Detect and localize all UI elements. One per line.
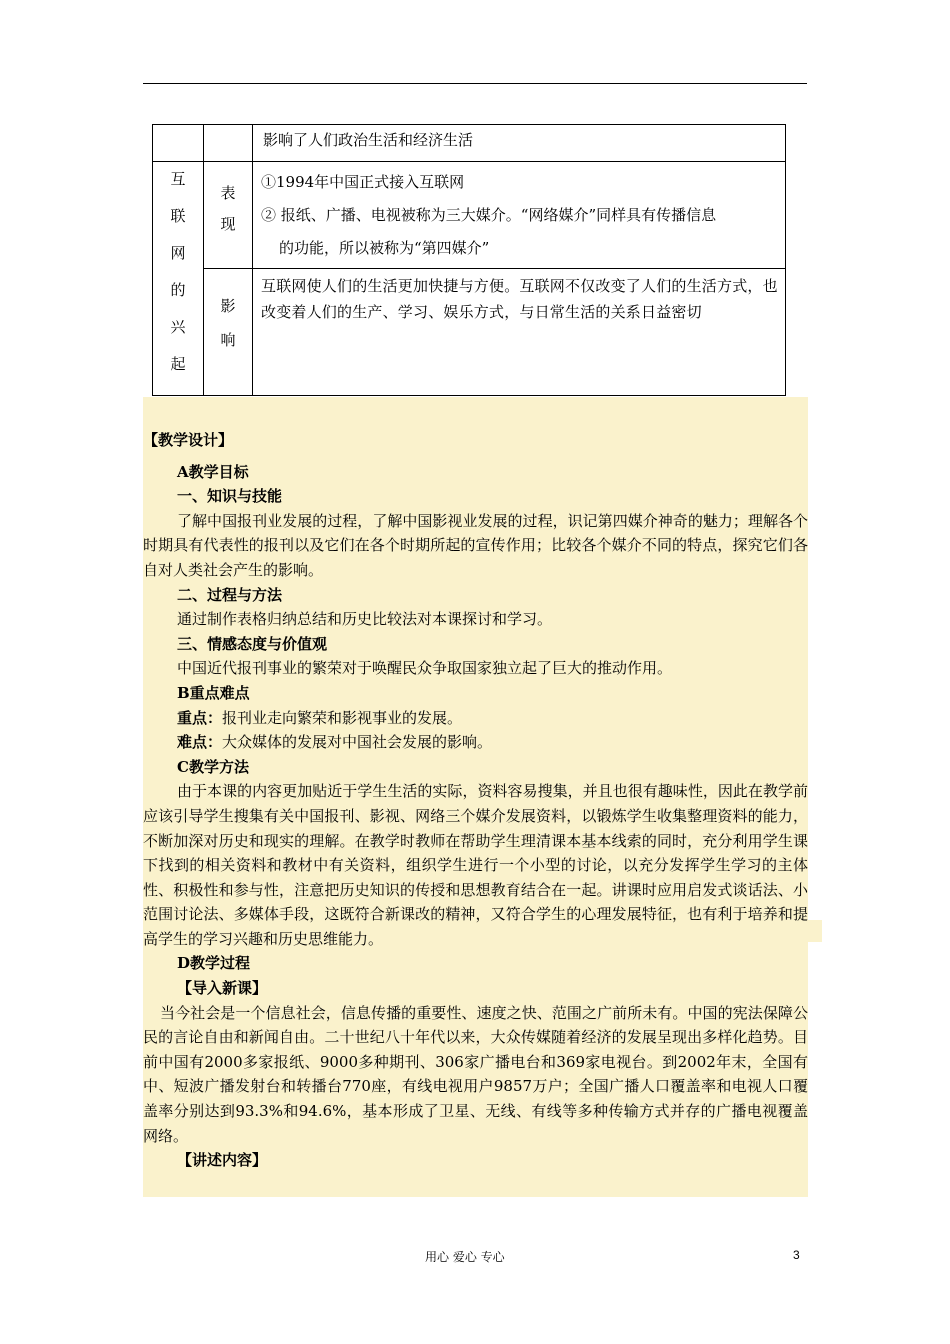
main-heading — [153, 162, 203, 387]
perf-line: ② 报纸、广播、电视被称为三大媒介。“网络媒介”同样具有传播信息 — [261, 206, 717, 224]
impact-label-cell — [204, 269, 253, 396]
intro-title: 【导入新课】 — [177, 979, 268, 998]
lecture-title: 【讲述内容】 — [177, 1151, 268, 1170]
perf-label — [204, 162, 252, 240]
section-heading: 【教学设计】 — [143, 431, 234, 449]
perf-label-cell — [204, 162, 253, 269]
s3-text: 中国近代报刊事业的繁荣对于唤醒民众争取国家独立起了巨大的推动作用。 — [177, 659, 673, 678]
s3-title: 三、情感态度与价值观 — [177, 634, 328, 653]
s1-text: 了解中国报刊业发展的过程，了解中国影视业发展的过程，识记第四媒介神奇的魅力；理解各个时期具有代表性的报刊以及它们在各个时期所起的宣传作用；比较各个媒介不同的特点，探究它们各自对人类社会产生的影响。 — [143, 511, 808, 579]
s2-text: 通过制作表格归纳总结和历史比较法对本课探讨和学习。 — [177, 610, 553, 629]
impact-label — [204, 269, 252, 357]
perf-line: 的功能，所以被称为“第四媒介” — [279, 239, 490, 257]
heading-char: 网 — [170, 244, 186, 262]
table-row — [153, 162, 786, 269]
d-title: D教学过程 — [177, 954, 251, 973]
key-label: 重点： — [177, 708, 223, 727]
teaching-design — [143, 428, 808, 1173]
c-title: C教学方法 — [177, 757, 249, 776]
header-rule — [143, 83, 807, 84]
impact-content — [253, 269, 785, 395]
key-points — [143, 706, 808, 731]
impact-content-cell — [253, 269, 786, 396]
key-text: 报刊业走向繁荣和影视事业的发展。 — [222, 708, 463, 727]
summary-table — [152, 124, 786, 396]
table-cell — [253, 125, 786, 162]
perf-line: ①1994年中国正式接入互联网 — [261, 173, 465, 191]
table-row — [153, 269, 786, 396]
label-char: 影 — [220, 297, 236, 315]
footer-slogan: 用心 爱心 专心 — [425, 1250, 505, 1264]
label-char: 表 — [220, 184, 236, 202]
b-title: B重点难点 — [177, 683, 250, 702]
label-char: 响 — [220, 331, 236, 349]
heading-char: 互 — [170, 170, 186, 188]
diff-text: 大众媒体的发展对中国社会发展的影响。 — [222, 733, 493, 752]
page-number: 3 — [793, 1248, 800, 1262]
main-heading-cell — [153, 162, 204, 396]
perf-content — [253, 162, 785, 268]
diff-label: 难点： — [177, 733, 223, 752]
impact-text: 互联网使人们的生活更加快捷与方便。互联网不仅改变了人们的生活方式，也改变着人们的生产、学习、娱乐方式，与日常生活的关系日益密切 — [261, 277, 778, 321]
table-row — [153, 125, 786, 162]
s2-title: 二、过程与方法 — [177, 585, 283, 604]
heading-char: 兴 — [170, 318, 186, 336]
table-cell-empty — [204, 125, 253, 162]
top-row-text: 影响了人们政治生活和经济生活 — [263, 131, 474, 149]
perf-content-cell — [253, 162, 786, 269]
a-title: A教学目标 — [177, 462, 249, 481]
difficult-points — [143, 730, 808, 755]
highlight-notch — [808, 920, 822, 942]
label-char: 现 — [220, 215, 236, 233]
table-cell-empty — [153, 125, 204, 162]
c-text: 由于本课的内容更加贴近于学生生活的实际，资料容易搜集，并且也很有趣味性，因此在教学前应该引导学生搜集有关中国报刊、影视、网络三个媒介发展资料，以锻炼学生收集整理资料的能力，不断加深对历史和现实的理解。在教学时教师在帮助学生理清课本基本线索的同时，充分利用学生课下找到的相关资料和教材中有关资料，组织学生进行一个小型的讨论，以充分发挥学生学习的主体性、积极性和参与性，注意把历史知识的传授和思想教育结合在一起。讲课时应用启发式谈话法、小范围讨论法、多媒体手段，这既符合新课改的精神，又符合学生的心理发展特征，也有利于培养和提高学生的学习兴趣和历史思维能力。 — [143, 782, 808, 948]
heading-char: 的 — [170, 281, 186, 299]
intro-text: 当今社会是一个信息社会，信息传播的重要性、速度之快、范围之广前所未有。中国的宪法保障公民的言论自由和新闻自由。二十世纪八十年代以来，大众传媒随着经济的发展呈现出多样化趋势。目前中国有2000多家报纸、9000多种期刊、306家广播电台和369家电视台。到2002年末，全国有中、短波广播发射台和转播台770座，有线电视用户9857万户；全国广播人口覆盖率和电视人口覆盖率分别达到93.3%和94.6%，基本形成了卫星、无线、有线等多种传输方式并存的广播电视覆盖网络。 — [143, 1003, 808, 1145]
heading-char: 联 — [170, 207, 186, 225]
s1-title: 一、知识与技能 — [177, 487, 283, 506]
heading-char: 起 — [170, 355, 186, 373]
